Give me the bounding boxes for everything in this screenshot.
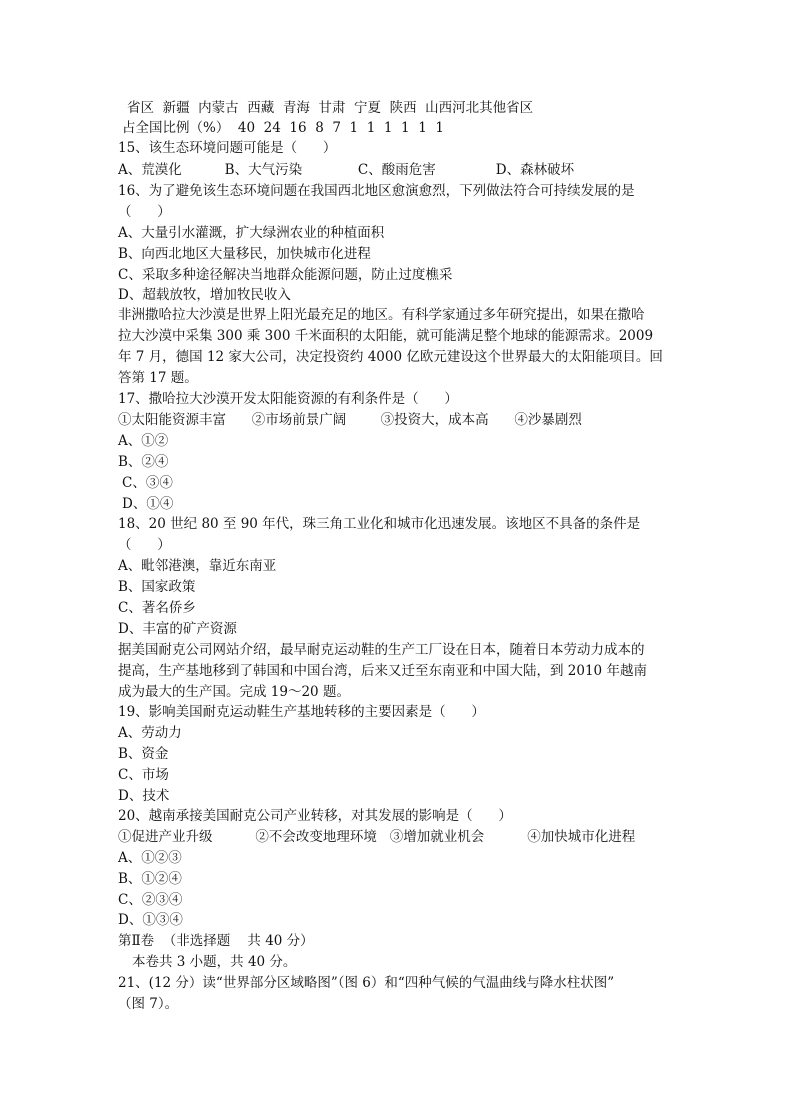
part2-note: 本卷共 3 小题，共 40 分。: [132, 954, 297, 970]
q15-options: A、荒漠化 B、大气污染 C、酸雨危害 D、森林破坏: [118, 162, 575, 178]
q17-option-d: D、①④: [122, 496, 174, 512]
passage17-line4: 答第 17 题。: [118, 370, 198, 386]
q16-option-d: D、超载放牧，增加牧民收入: [118, 287, 291, 303]
passage19-line1: 据美国耐克公司网站介绍，最早耐克运动鞋的生产工厂设在日本，随着日本劳动力成本的: [118, 642, 645, 658]
q17-option-c: C、③④: [122, 475, 173, 491]
q16-option-a: A、大量引水灌溉，扩大绿洲农业的种植面积: [118, 225, 385, 241]
q20-option-d: D、①③④: [118, 912, 183, 928]
q16-option-b: B、向西北地区大量移民，加快城市化进程: [118, 246, 371, 262]
q16-option-c: C、采取多种途径解决当地群众能源问题，防止过度樵采: [118, 267, 453, 283]
q18-option-a: A、毗邻港澳，靠近东南亚: [118, 558, 277, 574]
q21-line1: 21、(12 分）读“世界部分区域略图”（图 6）和“四种气候的气温曲线与降水柱状图”: [118, 975, 615, 991]
q21-line2: （图 7）。: [118, 996, 179, 1012]
q16-stem: 16、为了避免该生态环境问题在我国西北地区愈演愈烈，下列做法符合可持续发展的是: [118, 183, 635, 199]
passage17-line1: 非洲撒哈拉大沙漠是世界上阳光最充足的地区。有科学家通过多年研究提出，如果在撒哈: [118, 307, 645, 323]
q18-option-d: D、丰富的矿产资源: [118, 621, 237, 637]
q17-option-b: B、②④: [118, 454, 169, 470]
q19-stem: 19、影响美国耐克运动鞋生产基地转移的主要因素是（ ）: [118, 704, 485, 720]
part2-title: 第Ⅱ卷 （非选择题 共 40 分）: [118, 933, 314, 949]
q17-option-a: A、①②: [118, 433, 169, 449]
q20-stem: 20、越南承接美国耐克公司产业转移，对其发展的影响是（ ）: [118, 808, 512, 824]
q18-option-b: B、国家政策: [118, 579, 196, 595]
q17-stem: 17、撒哈拉大沙漠开发太阳能资源的有利条件是（ ）: [118, 391, 458, 407]
passage17-line2: 拉大沙漠中采集 300 乘 300 千米面积的太阳能，就可能满足整个地球的能源需求。2009: [118, 328, 654, 344]
table-header-row: 省区 新疆 内蒙古 西藏 青海 甘肃 宁夏 陕西 山西河北其他省区: [127, 100, 534, 116]
passage19-line2: 提高，生产基地移到了韩国和中国台湾，后来又迁至东南亚和中国大陆，到 2010 年越南: [118, 663, 647, 679]
q19-option-d: D、技术: [118, 788, 170, 804]
q19-option-b: B、资金: [118, 746, 169, 762]
q16-paren: （ ）: [118, 204, 171, 220]
q19-option-a: A、劳动力: [118, 725, 182, 741]
q20-option-c: C、②③④: [118, 892, 183, 908]
table-values-row: 占全国比例（%） 40 24 16 8 7 1 1 1 1 1 1: [122, 120, 444, 136]
q20-items: ①促进产业升级 ②不会改变地理环境 ③增加就业机会 ④加快城市化进程: [118, 829, 636, 845]
q17-items: ①太阳能资源丰富 ②市场前景广阔 ③投资大，成本高 ④沙暴剧烈: [118, 412, 582, 428]
q19-option-c: C、市场: [118, 767, 169, 783]
q18-stem: 18、20 世纪 80 至 90 年代，珠三角工业化和城市化迅速发展。该地区不具备的条件是: [118, 516, 641, 532]
q20-option-a: A、①②③: [118, 850, 182, 866]
passage17-line3: 年 7 月，德国 12 家大公司，决定投资约 4000 亿欧元建设这个世界最大的太阳能项目。回: [118, 349, 663, 365]
q15-stem: 15、该生态环境问题可能是（ ）: [118, 140, 337, 156]
q20-option-b: B、①②④: [118, 871, 182, 887]
q18-paren: （ ）: [118, 537, 171, 553]
q18-option-c: C、著名侨乡: [118, 600, 196, 616]
passage19-line3: 成为最大的生产国。完成 19～20 题。: [118, 684, 350, 700]
